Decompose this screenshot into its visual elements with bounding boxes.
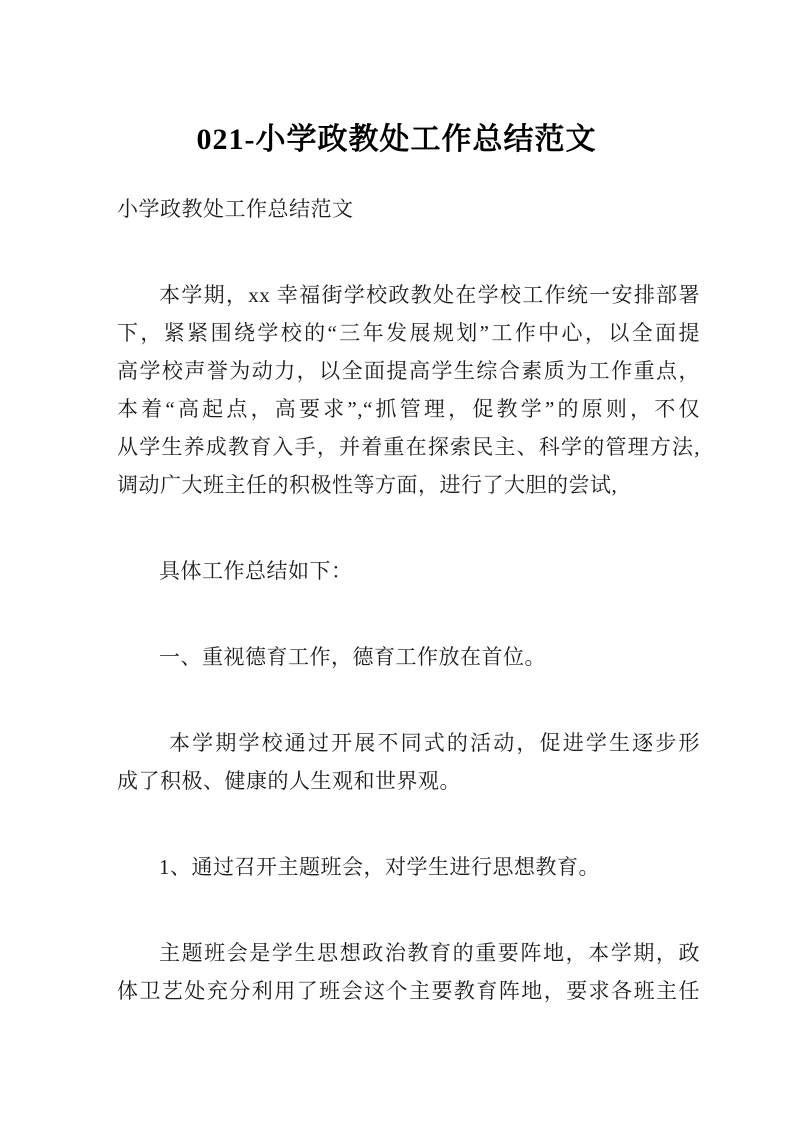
text-line: 调动广大班主任的积极性等方面，进行了大胆的尝试,: [117, 473, 618, 497]
text-line: 本学期，xx 幸福街学校政教处在学校工作统一安排部署: [159, 283, 700, 307]
text-line: 下，紧紧围绕学校的“三年发展规划”工作中心，以全面提: [117, 321, 700, 345]
paragraph: [117, 552, 700, 590]
text-line: 高学校声誉为动力，以全面提高学生综合素质为工作重点，: [117, 359, 700, 383]
text-line: 主题班会是学生思想政治教育的重要阵地，本学期，政: [159, 941, 700, 965]
document-subtitle: [117, 190, 700, 228]
page-title: 021-小学政教处工作总结范文: [196, 123, 597, 156]
text-line: 1、通过召开主题班会，对学生进行思想教育。: [159, 855, 600, 879]
text-line: 本着“高起点，高要求”,“抓管理，促教学”的原则，不仅: [117, 397, 700, 421]
paragraph: [117, 934, 700, 1010]
text-line: 从学生养成教育入手，并着重在探索民主、科学的管理方法,: [117, 435, 700, 459]
text-line: 成了积极、健康的人生观和世界观。: [117, 769, 461, 793]
text-line: 体卫艺处充分利用了班会这个主要教育阵地，要求各班主任: [117, 979, 700, 1003]
paragraph: [117, 848, 700, 886]
paragraph: [117, 724, 700, 800]
paragraph: [117, 638, 700, 676]
text-line: 本学期学校通过开展不同式的活动，促进学生逐步形: [169, 731, 700, 755]
paragraph: [117, 276, 700, 504]
text-line: 一、重视德育工作，德育工作放在首位。: [159, 645, 546, 669]
document-body: [117, 190, 700, 1010]
text-line: 具体工作总结如下：: [159, 559, 353, 583]
text-line: 小学政教处工作总结范文: [117, 197, 354, 221]
